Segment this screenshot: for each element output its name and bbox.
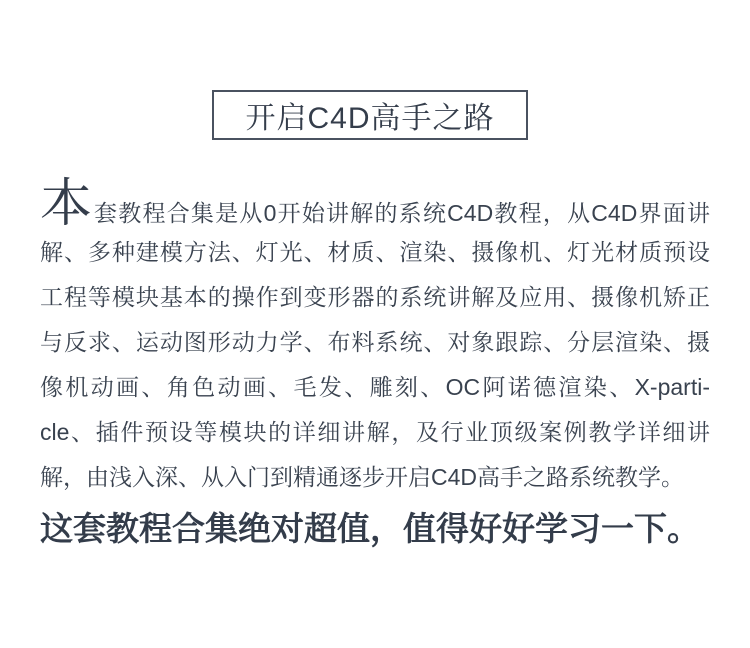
paragraph-line-3: 工程等模块基本的操作到变形器的系统讲解及应用、摄像机矫正 — [40, 284, 710, 310]
paragraph-line-7: 解，由浅入深、从入门到精通逐步开启C4D高手之路系统教学。 — [40, 464, 685, 490]
section-title-box — [212, 90, 528, 140]
value-highlight-text: 这套教程合集绝对超值，值得好好学习一下。 — [40, 510, 700, 547]
paragraph-line-1: 套教程合集是从0开始讲解的系统C4D教程，从C4D界面讲 — [94, 200, 710, 226]
drop-cap: 本 — [40, 175, 93, 233]
paragraph-line-4: 与反求、运动图形动力学、布料系统、对象跟踪、分层渲染、摄 — [40, 329, 710, 355]
paragraph-first-line — [40, 168, 710, 233]
paragraph-line-5: 像机动画、角色动画、毛发、雕刻、OC阿诺德渲染、X-parti- — [40, 374, 710, 400]
section-title: 开启C4D高手之路 — [245, 102, 495, 135]
course-description-paragraph — [40, 168, 710, 500]
paragraph-line-2: 解、多种建模方法、灯光、材质、渲染、摄像机、灯光材质预设 — [40, 239, 710, 265]
paragraph-line-6: cle、插件预设等模块的详细讲解，及行业顶级案例教学详细讲 — [40, 419, 710, 445]
